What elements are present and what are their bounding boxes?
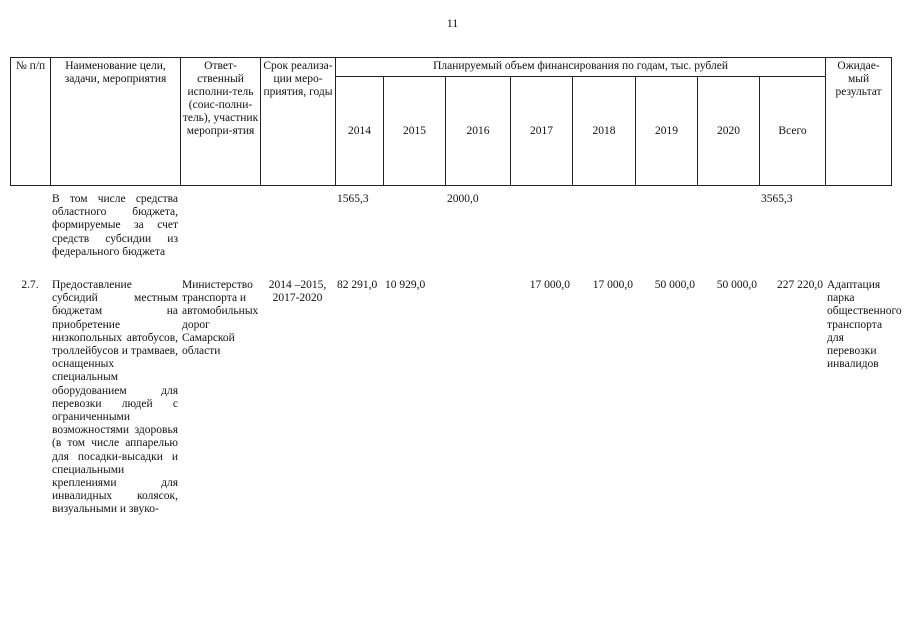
row-name: Предоставление субсидий местным бюджетам на приобретение низкопольных автобусов, троллейбусов и трамваев, оснащенных специальным оборудованием для перевозки людей с ограниченными возможностями здоровья (в том числе аппарелью для посадки-высадки и специальными креплениями для инвалидных колясок, визуальными и звуко- — [52, 279, 178, 516]
page-number: 11 — [446, 16, 459, 30]
header-term: Срок реализа-ции меро-приятия, годы — [261, 58, 336, 186]
row-value: 1565,3 — [337, 193, 369, 205]
row-value: 50 000,0 — [654, 279, 695, 292]
row-value — [635, 193, 697, 259]
row-responsible — [180, 193, 260, 259]
header-year: 2017 — [511, 77, 573, 186]
row-value — [697, 193, 759, 259]
row-no — [10, 193, 50, 259]
row-name: В том числе средства областного бюджета, формируемые за счет средств субсидии из федерального бюджета — [52, 193, 178, 258]
table-body — [10, 193, 902, 517]
header-year: 2014 — [336, 77, 384, 186]
row-responsible: Министерство транспорта и автомобильных дорог Самарской области — [182, 279, 259, 358]
row-no: 2.7. — [21, 279, 39, 292]
row-value — [572, 193, 635, 259]
row-term: 2014 –2015, 2017-2020 — [268, 279, 327, 305]
header-funding: Планируемый объем финансирования по годам, тыс. рублей — [336, 58, 826, 77]
header-no: № п/п — [11, 58, 51, 186]
row-value: 2000,0 — [447, 193, 479, 205]
row-term — [260, 193, 335, 259]
row-value: 10 929,0 — [385, 279, 426, 292]
row-value — [510, 193, 572, 259]
row-value: 50 000,0 — [716, 279, 757, 292]
row-total: 3565,3 — [761, 193, 793, 205]
header-year: 2015 — [384, 77, 446, 186]
header-year: 2019 — [636, 77, 698, 186]
table-row — [10, 193, 891, 259]
row-total: 227 220,0 — [777, 279, 823, 292]
header-year: 2020 — [698, 77, 760, 186]
header-result: Ожидае-мый результат — [826, 58, 892, 186]
row-result: Адаптация парка общественного транспорта для перевозки инвалидов — [827, 279, 902, 371]
header-name: Наименование цели, задачи, мероприятия — [51, 58, 181, 186]
header-year: 2016 — [446, 77, 511, 186]
row-value: 82 291,0 — [337, 279, 378, 292]
row-value: 17 000,0 — [529, 279, 570, 292]
header-total: Всего — [760, 77, 826, 186]
header-responsible: Ответ-ственный исполни-тель (соис-полни-тель), участник меропри-ятия — [181, 58, 261, 186]
row-value — [383, 193, 445, 259]
row-result — [825, 193, 891, 259]
row-value — [445, 279, 510, 517]
table-header — [10, 57, 892, 186]
row-value: 17 000,0 — [592, 279, 633, 292]
table-row — [10, 279, 891, 517]
header-year: 2018 — [573, 77, 636, 186]
